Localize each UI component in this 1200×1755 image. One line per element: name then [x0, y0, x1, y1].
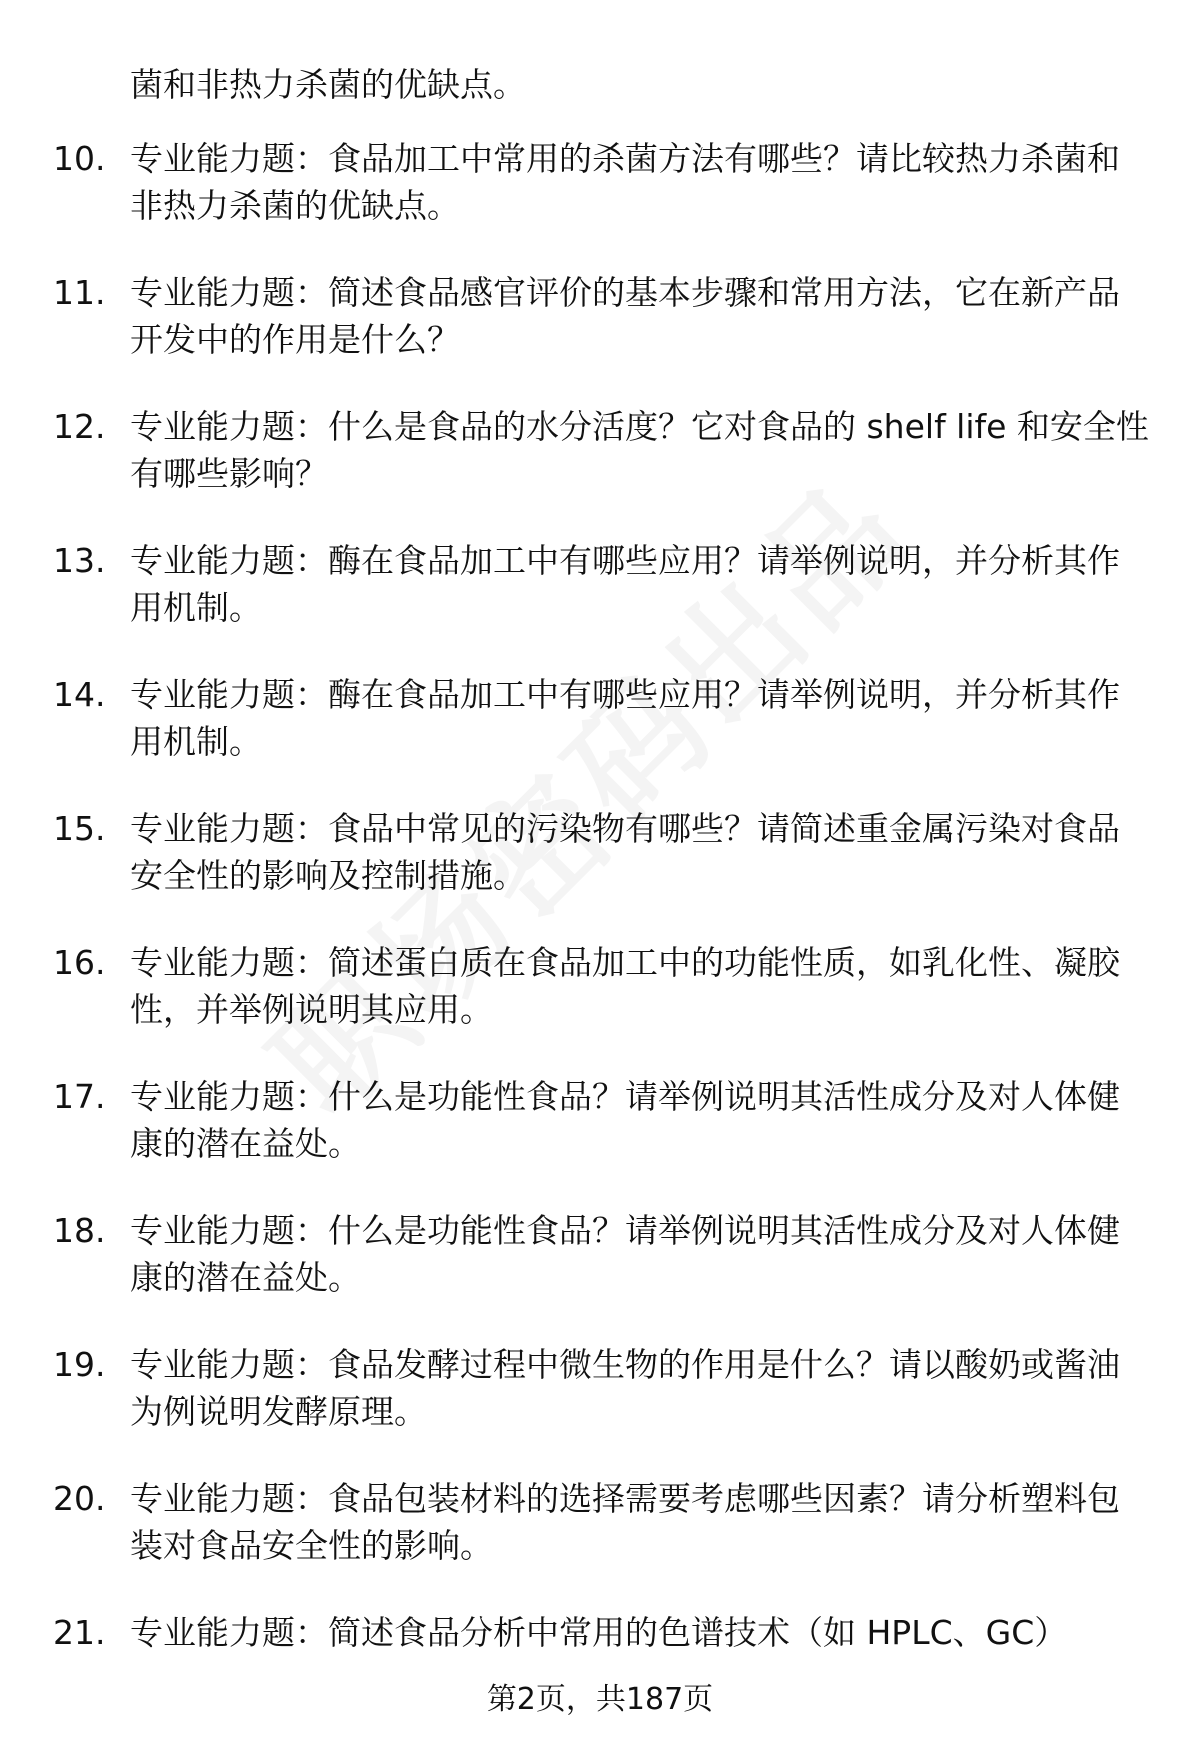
question-list — [0, 135, 1200, 1743]
item-text: 专业能力题：食品包装材料的选择需要考虑哪些因素？请分析塑料包装对食品安全性的影响。 — [130, 1479, 1120, 1565]
list-item — [0, 403, 1200, 493]
page-footer: 第2页，共187页 — [486, 1682, 714, 1717]
item-number: 13. — [53, 541, 106, 580]
item-number: 18. — [53, 1211, 106, 1250]
list-item — [0, 1207, 1200, 1297]
item-text: 专业能力题：酶在食品加工中有哪些应用？请举例说明，并分析其作用机制。 — [130, 541, 1120, 627]
list-item — [0, 1609, 1200, 1689]
item-number: 15. — [53, 809, 106, 848]
list-item — [0, 939, 1200, 1029]
item-text: 专业能力题：简述食品感官评价的基本步骤和常用方法，它在新产品开发中的作用是什么？ — [130, 273, 1120, 359]
item-text: 专业能力题：什么是功能性食品？请举例说明其活性成分及对人体健康的潜在益处。 — [130, 1077, 1120, 1163]
item-text: 专业能力题：酶在食品加工中有哪些应用？请举例说明，并分析其作用机制。 — [130, 675, 1120, 761]
item-number: 19. — [53, 1345, 106, 1384]
list-item — [0, 537, 1200, 627]
list-item — [0, 135, 1200, 225]
item-number: 17. — [53, 1077, 106, 1116]
item-text: 专业能力题：简述蛋白质在食品加工中的功能性质，如乳化性、凝胶性，并举例说明其应用。 — [130, 943, 1120, 1029]
item-text: 专业能力题：食品发酵过程中微生物的作用是什么？请以酸奶或酱油为例说明发酵原理。 — [130, 1345, 1120, 1431]
continued-text: 菌和非热力杀菌的优缺点。 — [130, 65, 526, 104]
item-number: 21. — [53, 1613, 106, 1652]
list-item — [0, 805, 1200, 895]
list-item — [0, 269, 1200, 359]
item-number: 20. — [53, 1479, 106, 1518]
item-text: 专业能力题：简述食品分析中常用的色谱技术（如 HPLC、GC） — [130, 1613, 1068, 1652]
list-item — [0, 671, 1200, 761]
item-number: 11. — [53, 273, 106, 312]
list-item — [0, 1475, 1200, 1565]
item-number: 16. — [53, 943, 106, 982]
list-item — [0, 1341, 1200, 1431]
item-text: 专业能力题：什么是食品的水分活度？它对食品的 shelf life 和安全性有哪些影响？ — [130, 407, 1149, 493]
item-text: 专业能力题：食品加工中常用的杀菌方法有哪些？请比较热力杀菌和非热力杀菌的优缺点。 — [130, 139, 1120, 225]
item-number: 12. — [53, 407, 106, 446]
item-number: 14. — [53, 675, 106, 714]
item-text: 专业能力题：食品中常见的污染物有哪些？请简述重金属污染对食品安全性的影响及控制措施。 — [130, 809, 1120, 895]
list-item — [0, 1073, 1200, 1163]
item-number: 10. — [53, 139, 106, 178]
item-text: 专业能力题：什么是功能性食品？请举例说明其活性成分及对人体健康的潜在益处。 — [130, 1211, 1120, 1297]
